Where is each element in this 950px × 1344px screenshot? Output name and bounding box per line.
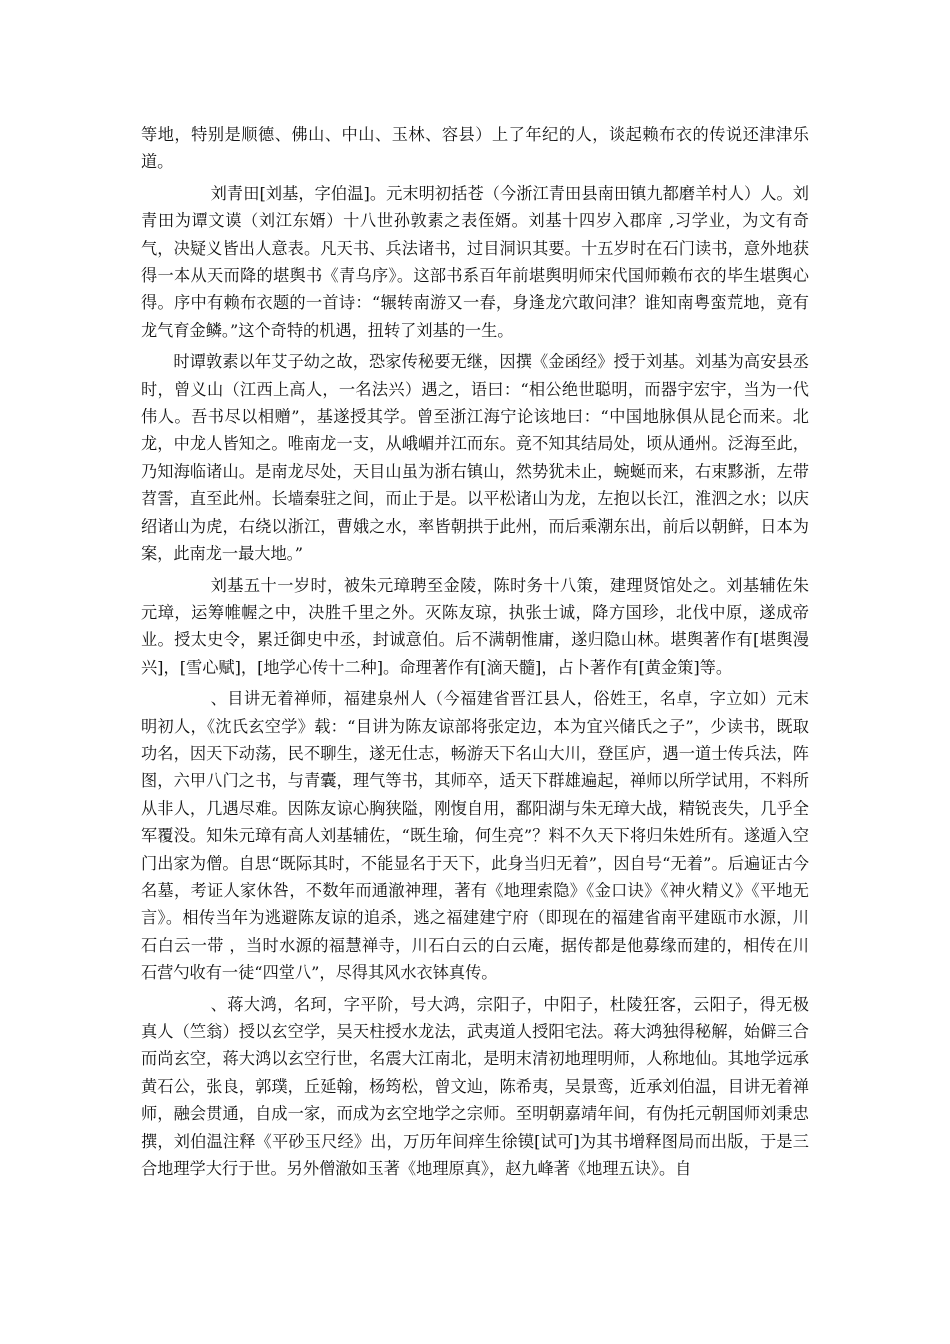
document-page (141, 121, 809, 1182)
paragraph-5: 、目讲无着禅师，福建泉州人（今福建省晋江县人，俗姓王，名卓，字立如）元末明初人，《沈氏玄空学》载：“目讲为陈友谅部将张定边，本为宜兴储氏之子”，少读书，既取功名，因天下动荡，民不聊生，遂无仕志，畅游天下名山大川，登匡庐，遇一道士传兵法，阵图，六甲八门之书，与青囊，理气等书，其师卒，适天下群雄遍起，禅师以所学试用，不料所从非人，几遇尽难。因陈友谅心胸狭隘，刚愎自用，鄱阳湖与朱无璋大战，精锐丧失，几乎全军覆没。知朱元璋有高人刘基辅佐，“既生瑜，何生亮”？料不久天下将归朱姓所有。遂遁入空门出家为僧。自思“既际其时，不能显名于天下，此身当归无着”，因自号“无着”。后遍证古今名墓，考证人家休咎，不数年而通澈神理，著有《地理索隐》《金口诀》《神火精义》《平地无言》。相传当年为逃避陈友谅的追杀，逃之福建建宁府（即现在的福建省南平建瓯市水源，川石白云一带 ，当时水源的福慧禅寺，川石白云的白云庵，据传都是他募缘而建的，相传在川石营勺收有一徒“四堂八”，尽得其风水衣钵真传。 (141, 689, 809, 983)
paragraph-2: 刘青田[刘基，字伯温]。元末明初括苍（今浙江青田县南田镇九都磨羊村人）人。刘青田为谭文谟（刘江东婿）十八世孙敦素之表侄婿。刘基十四岁入郡庠 ,习学业，为文有奇气，决疑义皆出人意表。凡天书、兵法诸书，过目洞识其要。十五岁时在石门读书，意外地获得一本从天而降的堪舆书《青乌序》。这部书系百年前堪舆明师宋代国师赖布衣的毕生堪舆心得。序中有赖布衣题的一首诗：“辗转南游又一春，身逢龙穴敢问津？谁知南粤蛮荒地，竟有龙气育金鳞。”这个奇特的机遇，扭转了刘基的一生。 (141, 183, 809, 340)
paragraph-4: 刘基五十一岁时，被朱元璋聘至金陵，陈时务十八策，建理贤馆处之。刘基辅佐朱元璋，运筹帷幄之中，决胜千里之外。灭陈友琼，执张士诚，降方国珍，北伐中原，遂成帝业。授太史令，累迁御史中丞，封诚意伯。后不满朝惟庸，遂归隐山林。堪舆著作有[堪舆漫兴]，[雪心赋]，[地学心传十二种]。命理著作有[滴天髓]，占卜著作有[黄金策]等。 (141, 575, 809, 677)
paragraph-1: 等地，特别是顺德、佛山、中山、玉林、容县）上了年纪的人，谈起赖布衣的传说还津津乐道。 (141, 125, 809, 172)
paragraph-3: 时谭敦素以年艾子幼之故，恐家传秘要无继，因撰《金函经》授于刘基。刘基为高安县丞时，曾义山（江西上高人，一名法兴）遇之，语曰：“相公绝世聪明，而器宇宏宇，当为一代伟人。吾书尽以相赠”，基遂授其学。曾至浙江海宁论该地曰：“中国地脉俱从昆仑而来。北龙，中龙人皆知之。唯南龙一支，从峨嵋并江而东。竟不知其结局处，顷从通州。泛海至此，乃知海临诸山。是南龙尽处，天目山虽为浙右镇山，然势犹未止，蜿蜒而来，右束黟浙，左带苕霅，直至此州。长墙秦驻之间，而止于是。以平松诸山为龙，左抱以长江，淮泗之水；以庆绍诸山为虎，右绕以浙江，曹娥之水，率皆朝拱于此州，而后乘潮东出，前后以朝鲜，日本为案，此南龙一最大地。” (141, 352, 809, 564)
paragraph-6: 、蒋大鸿，名珂，字平阶，号大鸿，宗阳子，中阳子，杜陵狂客，云阳子，得无极真人（竺翁）授以玄空学，吴天柱授水龙法，武夷道人授阳宅法。蒋大鸿独得秘解，始僻三合而尚玄空，蒋大鸿以玄空行世，名震大江南北，是明末清初地理明师，人称地仙。其地学远承黄石公，张良，郭璞，丘延翰，杨筠松，曾文辿，陈希夷，吴景鸾，近承刘伯温，目讲无着禅师，融会贯通，自成一家，而成为玄空地学之宗师。至明朝嘉靖年间，有伪托元朝国师刘秉忠撰，刘伯温注释《平砂玉尺经》出，万历年间痒生徐镆[试可]为其书增释图局而出版，于是三合地理学大行于世。另外僧澈如玉著《地理原真》，赵九峰著《地理五诀》。自 (141, 994, 809, 1179)
